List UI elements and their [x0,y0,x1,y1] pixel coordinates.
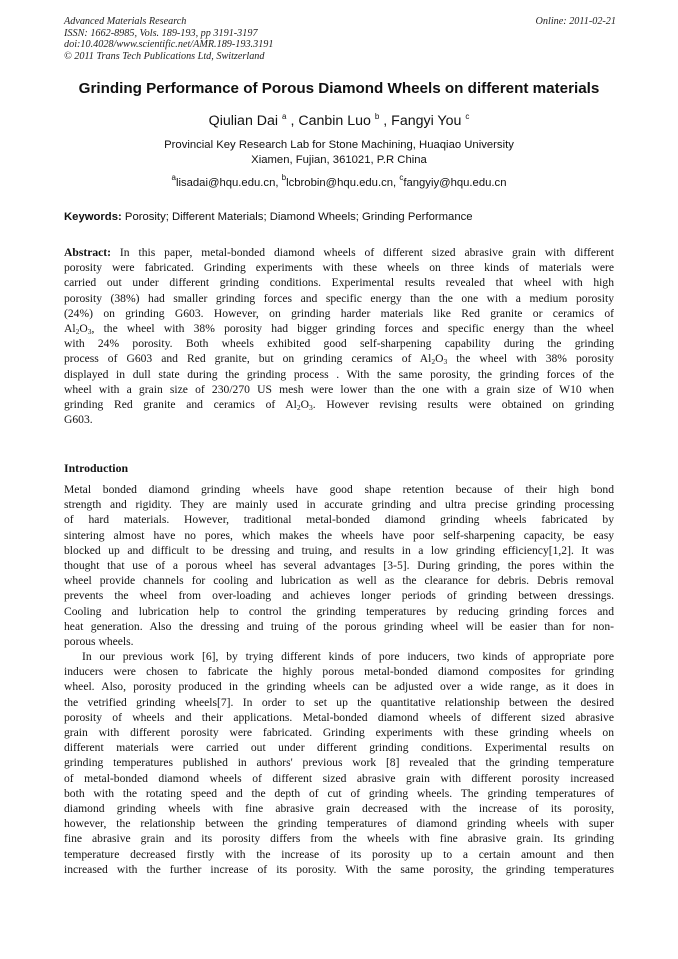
abstract-line: $Al_2O_3$, the wheel with 38% porosity had bigger grinding forces and specific energy than the wheel [64,321,614,336]
journal-name: Advanced Materials Research [64,16,187,27]
email-mark: a [171,173,176,182]
author-name: Fangyi You [391,113,462,129]
introduction-line: porous wheels. [64,634,134,648]
abstract-line: with 24% porosity. Both wheels exhibited good self-sharpening capability during the grinding [64,337,614,351]
introduction-body [64,482,614,877]
email-address[interactable]: lisadai@hqu.edu.cn [175,177,276,189]
email-address[interactable]: lcbrobin@hqu.edu.cn [286,177,394,189]
keywords-label: Keywords: [64,211,122,223]
introduction-line: fine abrasive grain and its porosity differs from the wheels with fine abrasive grain. Its grinding [64,832,614,846]
abstract-line: displayed in dull state during the grinding process . With the same porosity, the grinding forces of the [64,367,614,381]
abstract-line: porosity were fabricated. Grinding experiments with these wheels on three kinds of materials were [64,261,614,275]
author-name: Canbin Luo [298,113,371,129]
affiliation [40,138,638,168]
author-name: Qiulian Dai [208,113,279,129]
introduction-line: wheel. Also, porosity produced in the grinding wheels can be adjusted over a wide range, as it does in [64,680,614,694]
introduction-line: diamond grinding wheels with fine abrasive grain decreased with the increase of its porosity, [64,801,614,815]
introduction-line: however, the relationship between the grinding temperatures of diamond grinding wheels with super [64,817,614,831]
journal-header [64,16,616,62]
abstract-line: grinding Red granite and ceramics of $Al_2O_3$. However revising results were obtained on grinding [64,397,614,412]
introduction-line: of hard materials. However, traditional metal-bonded diamond grinding wheels fabricated by [64,513,614,527]
introduction-line: Metal bonded diamond grinding wheels have good shape retention because of their high bond [64,483,614,496]
introduction-line: inducers were chosen to fabricate the highly porous metal-bonded diamond composites for grinding [64,665,614,679]
introduction-line: grinding temperatures published in authors' previous work [8] revealed that the grinding temperature [64,756,614,770]
introduction-line: of metal-bonded diamond wheels of different sized abrasive grain with different porosity increased [64,771,614,785]
introduction-line: different materials were carried out under different grinding conditions. Experimental results on [64,741,614,755]
abstract-line: wheel with a grain size of 230/270 US mesh were lower than the one with a grain size of W10 when [64,382,614,396]
author-separator: , [383,113,392,129]
abstract [64,245,614,427]
introduction-line: sintering almost have no pores, which makes the wheels have poor self-sharpening capacity, be easy [64,528,614,542]
author-mark: b [374,112,380,121]
email-mark: b [281,173,287,182]
keywords [64,210,624,224]
introduction-line: In our previous work [6], by trying different kinds of pore inducers, two kinds of appropriate pore [82,650,614,664]
abstract-label: Abstract: [64,246,112,259]
introduction-line: thought that use of a porous wheel has several advantages [3-5]. During grinding, the pores within the [64,558,614,572]
affiliation-line: Xiamen, Fujian, 361021, P.R China [251,154,427,166]
journal-issn: ISSN: 1662-8985, Vols. 189-193, pp 3191-3197 [64,27,258,39]
online-date: Online: 2011-02-21 [535,16,616,27]
email-list: $^a$lisadai@hqu.edu.cn, $^b$lcbrobin@hqu.edu.cn, $^c$fangyiy@hqu.edu.cn [171,173,507,189]
introduction-line: temperature decreased firstly with the increase of its porosity up to a certain amount and then [64,847,614,861]
journal-copyright: © 2011 Trans Tech Publications Ltd, Switzerland [64,50,265,62]
introduction-line: both with the rotating speed and the depth of cut of grinding wheels. The grinding temperatures of [64,786,614,800]
introduction-line: prevents the wheel from over-loading and achieves longer periods of grinding between dressings. [64,589,614,603]
affiliation-line: Provincial Key Research Lab for Stone Machining, Huaqiao University [164,139,514,151]
email-mark: c [399,173,404,182]
introduction-line: wheel provide channels for cooling and lubrication as well as the clearance for debris. Debris removal [64,574,614,588]
introduction-line: heat generation. Also the dressing and truing of the porous grinding wheel will be easier than for non- [64,619,614,633]
email-address[interactable]: fangyiy@hqu.edu.cn [403,177,507,189]
abstract-line: process of G603 and Red granite, but on grinding ceramics of $Al_2O_3$ the wheel with 38% porosity [64,352,614,367]
abstract-line: (24%) on grinding G603. However, on grinding harder materials like Red granite or ceramics of [64,306,614,320]
introduction-line: grain with different porosity were fabricated. Grinding experiments with these grinding wheels on [64,726,614,739]
introduction-line: increased with the further increase of its porosity. With the same porosity, the grinding temperatures [64,862,614,876]
abstract-line: carried out under different grinding conditions. Experimental results revealed that wheel with high [64,276,614,290]
keywords-text: Porosity; Different Materials; Diamond Wheels; Grinding Performance [124,211,473,223]
author-list [40,112,638,130]
introduction-heading: Introduction [64,461,129,475]
author-mark: c [465,112,470,121]
author-mark: a [282,112,287,121]
introduction-line: strength and rigidity. They are mainly used in accurate grinding and ultra precise grinding processing [64,498,614,512]
author-separator: , [290,113,299,129]
abstract-line: porosity (38%) had smaller grinding forces and specific energy than the one with a medium porosity [64,291,614,305]
introduction-line: porosity of wheels and their applications. Metal-bonded diamond wheels of different sized abrasive [64,710,614,724]
journal-doi: doi:10.4028/www.scientific.net/AMR.189-193.3191 [64,39,274,51]
paper-title: Grinding Performance of Porous Diamond Wheels on different materials [78,80,600,97]
abstract-line: G603. [64,413,93,427]
introduction-line: the vetrified grinding wheels[7]. In order to set up the quantitative relationship between the desired [64,695,614,709]
introduction-line: Cooling and lubrication help to control the grinding temperatures by reducing grinding forces and [64,604,614,618]
abstract-line: Abstract: In this paper, metal-bonded diamond wheels of different sized abrasive grain with different [64,246,614,259]
introduction-line: blocked up and difficult to be dressing and truing, and results in a low grinding efficiency[1,2]. It was [64,543,614,557]
